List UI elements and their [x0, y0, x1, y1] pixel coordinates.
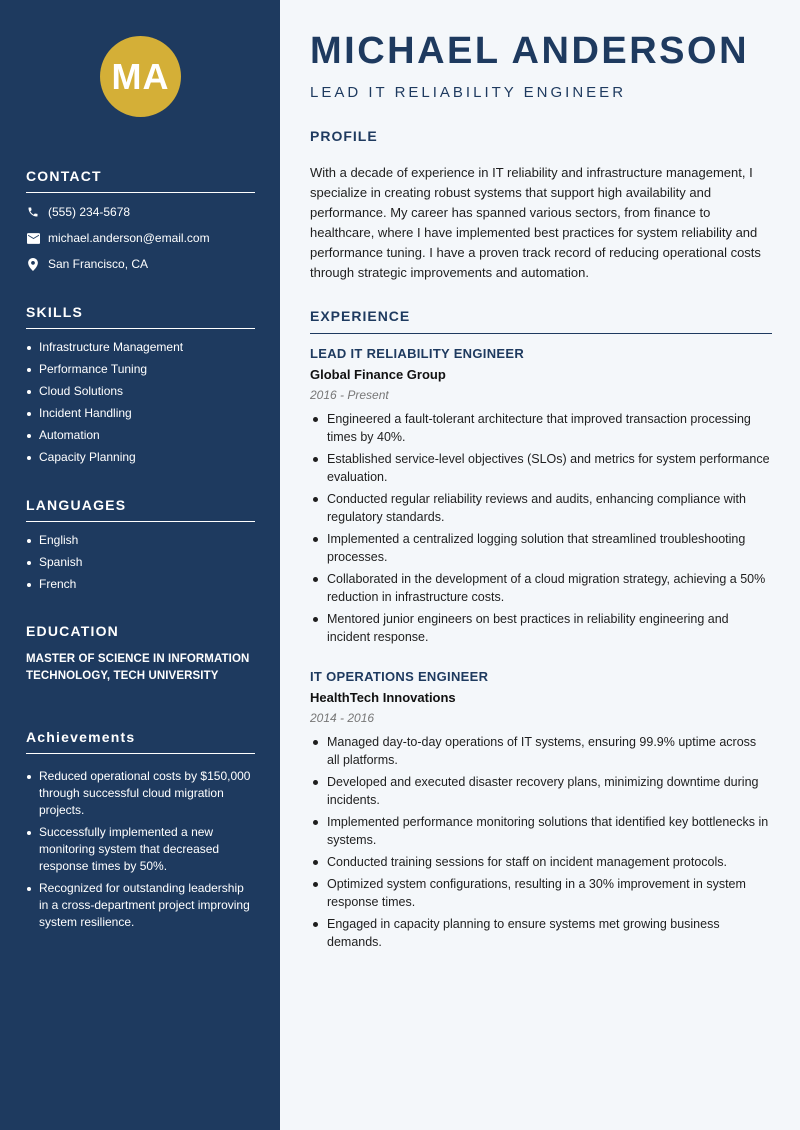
avatar: MA [100, 36, 181, 117]
job-bullet: Conducted regular reliability reviews and audits, enhancing compliance with regulatory standards. [310, 490, 772, 526]
job-company: HealthTech Innovations [310, 690, 456, 705]
skill-item: Infrastructure Management [26, 339, 255, 356]
achievements-list [26, 768, 255, 931]
job-bullet: Developed and executed disaster recovery plans, minimizing downtime during incidents. [310, 773, 772, 809]
skill-item: Performance Tuning [26, 361, 255, 378]
job-bullet: Established service-level objectives (SLOs) and metrics for system performance evaluation. [310, 450, 772, 486]
job-bullet: Implemented performance monitoring solutions that identified key bottlenecks in systems. [310, 813, 772, 849]
language-item: Spanish [26, 554, 255, 571]
profile-text: With a decade of experience in IT reliability and infrastructure management, I specialize in creating robust systems that support high availability and performance. My career has spanned various sectors, from finance to healthcare, where I have implemented best practices for system reliability and performance tuning. I have a proven track record of reducing operational costs through strategic improvements and automation. [310, 165, 761, 280]
job-dates: 2016 - Present [310, 388, 389, 402]
location-pin-icon [26, 257, 40, 271]
achievement-item: Successfully implemented a new monitoring system that decreased response times by 50%. [26, 824, 255, 875]
skill-item: Incident Handling [26, 405, 255, 422]
job-company: Global Finance Group [310, 367, 446, 382]
achievement-item: Reduced operational costs by $150,000 through successful cloud migration projects. [26, 768, 255, 819]
candidate-title: LEAD IT RELIABILITY ENGINEER [310, 84, 627, 101]
contact-heading: CONTACT [26, 168, 255, 193]
languages-heading: LANGUAGES [26, 497, 255, 522]
languages-list [26, 532, 255, 593]
job-bullet: Conducted training sessions for staff on incident management protocols. [310, 853, 772, 871]
job-bullet: Engaged in capacity planning to ensure systems met growing business demands. [310, 915, 772, 951]
contact-phone [26, 199, 255, 225]
achievements-heading: Achievements [26, 729, 255, 754]
phone-text: (555) 234-5678 [48, 205, 131, 219]
job-bullets [310, 410, 772, 646]
email-icon [26, 231, 40, 245]
job-bullet: Managed day-to-day operations of IT systems, ensuring 99.9% uptime across all platforms. [310, 733, 772, 769]
skill-item: Cloud Solutions [26, 383, 255, 400]
language-item: English [26, 532, 255, 549]
job-bullet: Engineered a fault-tolerant architecture that improved transaction processing times by 40%. [310, 410, 772, 446]
language-item: French [26, 576, 255, 593]
contact-location [26, 251, 255, 277]
job-bullet: Collaborated in the development of a cloud migration strategy, achieving a 50% reduction in infrastructure costs. [310, 570, 772, 606]
candidate-name: MICHAEL ANDERSON [310, 30, 750, 72]
job-bullet: Mentored junior engineers on best practices in reliability engineering and incident response. [310, 610, 772, 646]
job-entry [310, 669, 772, 955]
job-title: IT OPERATIONS ENGINEER [310, 669, 489, 684]
job-bullets [310, 733, 772, 951]
profile-heading: PROFILE [310, 128, 378, 144]
phone-icon [26, 205, 40, 219]
skills-list [26, 339, 255, 466]
achievement-item: Recognized for outstanding leadership in a cross-department project improving system resilience. [26, 880, 255, 931]
job-dates: 2014 - 2016 [310, 711, 375, 725]
achievements-section [26, 729, 255, 936]
education-section [26, 623, 255, 685]
education-heading: EDUCATION [26, 623, 119, 639]
skill-item: Automation [26, 427, 255, 444]
languages-section [26, 497, 255, 598]
job-bullet: Implemented a centralized logging solution that streamlined troubleshooting processes. [310, 530, 772, 566]
job-bullet: Optimized system configurations, resulting in a 30% improvement in system response times. [310, 875, 772, 911]
email-text[interactable]: michael.anderson@email.com [48, 231, 210, 245]
location-text: San Francisco, CA [48, 257, 149, 271]
experience-heading: EXPERIENCE [310, 308, 772, 334]
skill-item: Capacity Planning [26, 449, 255, 466]
contact-section [26, 168, 255, 277]
skills-heading: SKILLS [26, 304, 255, 329]
contact-email [26, 225, 255, 251]
sidebar [0, 0, 280, 1130]
job-entry [310, 346, 772, 650]
education-degree: MASTER OF SCIENCE IN INFORMATION TECHNOLOGY, TECH UNIVERSITY [26, 653, 250, 682]
skills-section [26, 304, 255, 471]
job-title: LEAD IT RELIABILITY ENGINEER [310, 346, 525, 361]
